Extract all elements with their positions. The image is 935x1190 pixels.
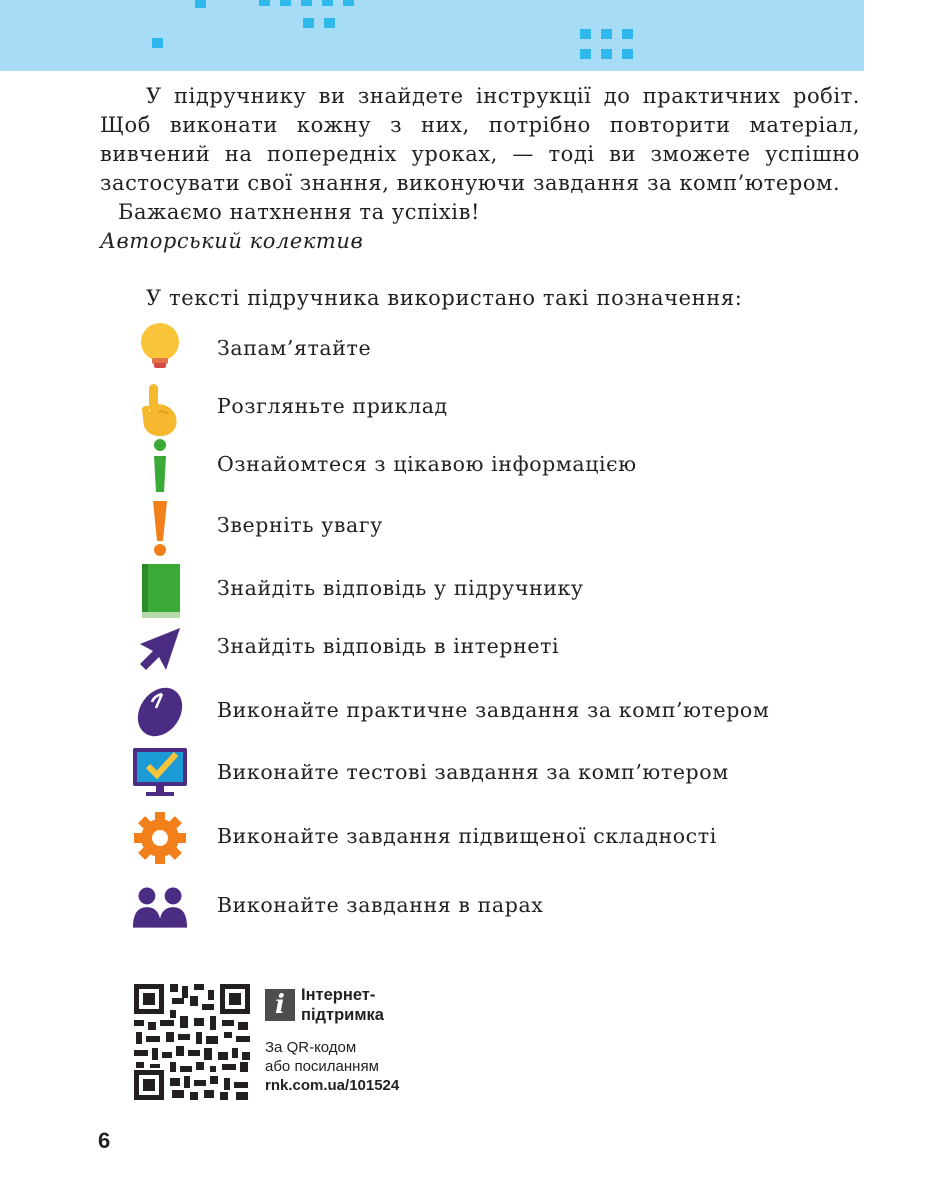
legend-label: Знайдіть відповідь у підручнику <box>217 576 584 600</box>
legend-label: Виконайте практичне завдання за комп’ютером <box>217 698 770 722</box>
intro-wishes: Бажаємо натхнення та успіхів! <box>118 200 480 224</box>
band-square <box>324 18 335 28</box>
legend-label: Зверніть увагу <box>217 513 383 537</box>
band-square <box>322 0 333 6</box>
page-number: 6 <box>98 1128 111 1153</box>
band-square <box>580 49 591 59</box>
qr-code[interactable] <box>132 982 252 1102</box>
support-line: За QR-кодом <box>265 1039 357 1056</box>
exclamation-icon <box>132 501 188 557</box>
legend-label: Запам’ятайте <box>217 336 372 360</box>
band-square <box>601 49 612 59</box>
legend-intro: У тексті підручника використано такі позначення: <box>146 286 743 310</box>
support-title: Інтернет-підтримка <box>301 986 384 1024</box>
band-square <box>303 18 314 28</box>
support-line: або посиланням <box>265 1058 379 1075</box>
band-square <box>343 0 354 6</box>
band-square <box>601 29 612 39</box>
band-square <box>622 49 633 59</box>
band-square <box>259 0 270 6</box>
intro-authors: Авторський колектив <box>100 229 364 253</box>
legend-label: Виконайте завдання в парах <box>217 893 544 917</box>
header-band <box>0 0 864 71</box>
book-icon <box>132 564 188 620</box>
legend-label: Виконайте завдання підвищеної складності <box>217 824 717 848</box>
band-square <box>280 0 291 6</box>
band-square <box>622 29 633 39</box>
legend-label: Ознайомтеся з цікавою інформацією <box>217 452 637 476</box>
band-square <box>580 29 591 39</box>
intro-paragraph: У підручнику ви знайдете інструкції до практичних робіт. Щоб виконати кожну з них, потрібно повторити матеріал, вивчений на попередніх уроках, — тоді ви зможете успішно застосувати свої знання, виконуючи завдання за комп’ютером. <box>100 84 860 195</box>
band-square <box>195 0 206 8</box>
mouse-icon <box>132 684 188 740</box>
info-icon: i <box>265 989 295 1021</box>
legend-label: Виконайте тестові завдання за комп’ютером <box>217 760 729 784</box>
band-square <box>301 0 312 6</box>
support-text <box>265 1038 399 1095</box>
lightbulb-icon <box>132 322 188 378</box>
band-square <box>152 38 163 48</box>
support-link[interactable]: rnk.com.ua/101524 <box>265 1077 400 1094</box>
info-icon <box>132 438 188 494</box>
intro-block <box>100 82 860 256</box>
legend-label: Знайдіть відповідь в інтернеті <box>217 634 560 658</box>
arrow-cursor-icon <box>132 624 188 680</box>
gear-icon <box>132 810 188 866</box>
pair-users-icon <box>132 881 188 937</box>
legend-label: Розгляньте приклад <box>217 394 448 418</box>
monitor-check-icon <box>132 746 188 802</box>
pointing-hand-icon <box>132 382 188 438</box>
